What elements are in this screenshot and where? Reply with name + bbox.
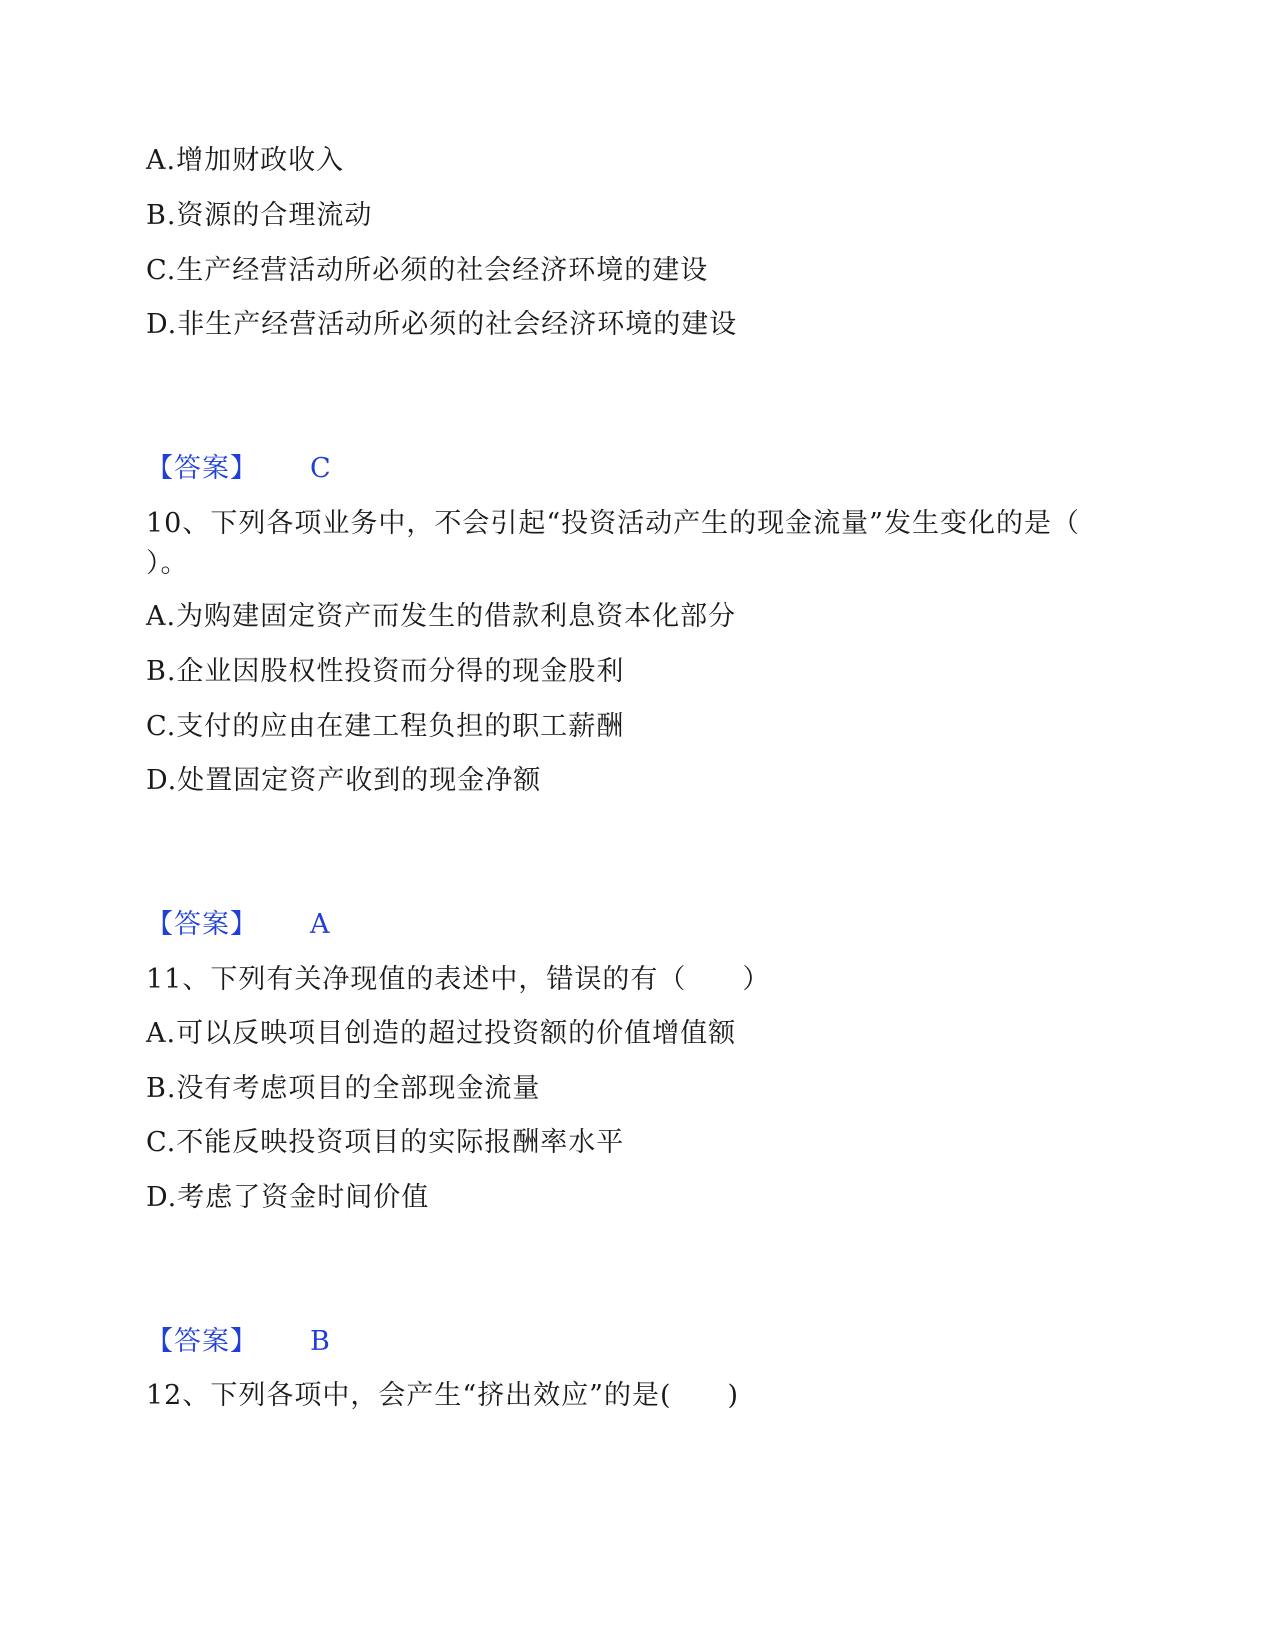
q10-answer-label: 【答案】 xyxy=(146,909,258,940)
q11-option-d: D.考虑了资金时间价值 xyxy=(146,1182,430,1213)
q10-stem-line2: ）。 xyxy=(146,548,189,579)
q11-answer-label: 【答案】 xyxy=(146,1326,258,1357)
q11-option-b: B.没有考虑项目的全部现金流量 xyxy=(146,1073,541,1104)
q12-stem: 12、下列各项中，会产生“挤出效应”的是( ) xyxy=(146,1380,740,1411)
q11-answer xyxy=(146,1324,331,1360)
q9-option-a: A.增加财政收入 xyxy=(146,145,345,176)
q10-option-d: D.处置固定资产收到的现金净额 xyxy=(146,765,542,796)
q11-option-c: C.不能反映投资项目的实际报酬率水平 xyxy=(146,1127,625,1158)
q10-answer xyxy=(146,907,331,943)
q9-option-b: B.资源的合理流动 xyxy=(146,200,373,231)
q10-answer-value: A xyxy=(310,909,331,940)
q9-answer-label: 【答案】 xyxy=(146,453,258,484)
q10-option-a: A.为购建固定资产而发生的借款利息资本化部分 xyxy=(146,601,737,632)
q11-option-a: A.可以反映项目创造的超过投资额的价值增值额 xyxy=(146,1018,737,1049)
q10-stem-line1: 10、下列各项业务中，不会引起“投资活动产生的现金流量”发生变化的是（ xyxy=(146,508,1080,539)
q9-option-c: C.生产经营活动所必须的社会经济环境的建设 xyxy=(146,255,709,286)
q11-stem: 11、下列有关净现值的表述中，错误的有（ ） xyxy=(146,964,771,995)
q9-answer xyxy=(146,451,332,487)
q9-option-d: D.非生产经营活动所必须的社会经济环境的建设 xyxy=(146,309,738,340)
q9-answer-value: C xyxy=(310,453,332,484)
q11-answer-value: B xyxy=(310,1326,331,1357)
q10-option-c: C.支付的应由在建工程负担的职工薪酬 xyxy=(146,711,625,742)
q10-option-b: B.企业因股权性投资而分得的现金股利 xyxy=(146,656,625,687)
